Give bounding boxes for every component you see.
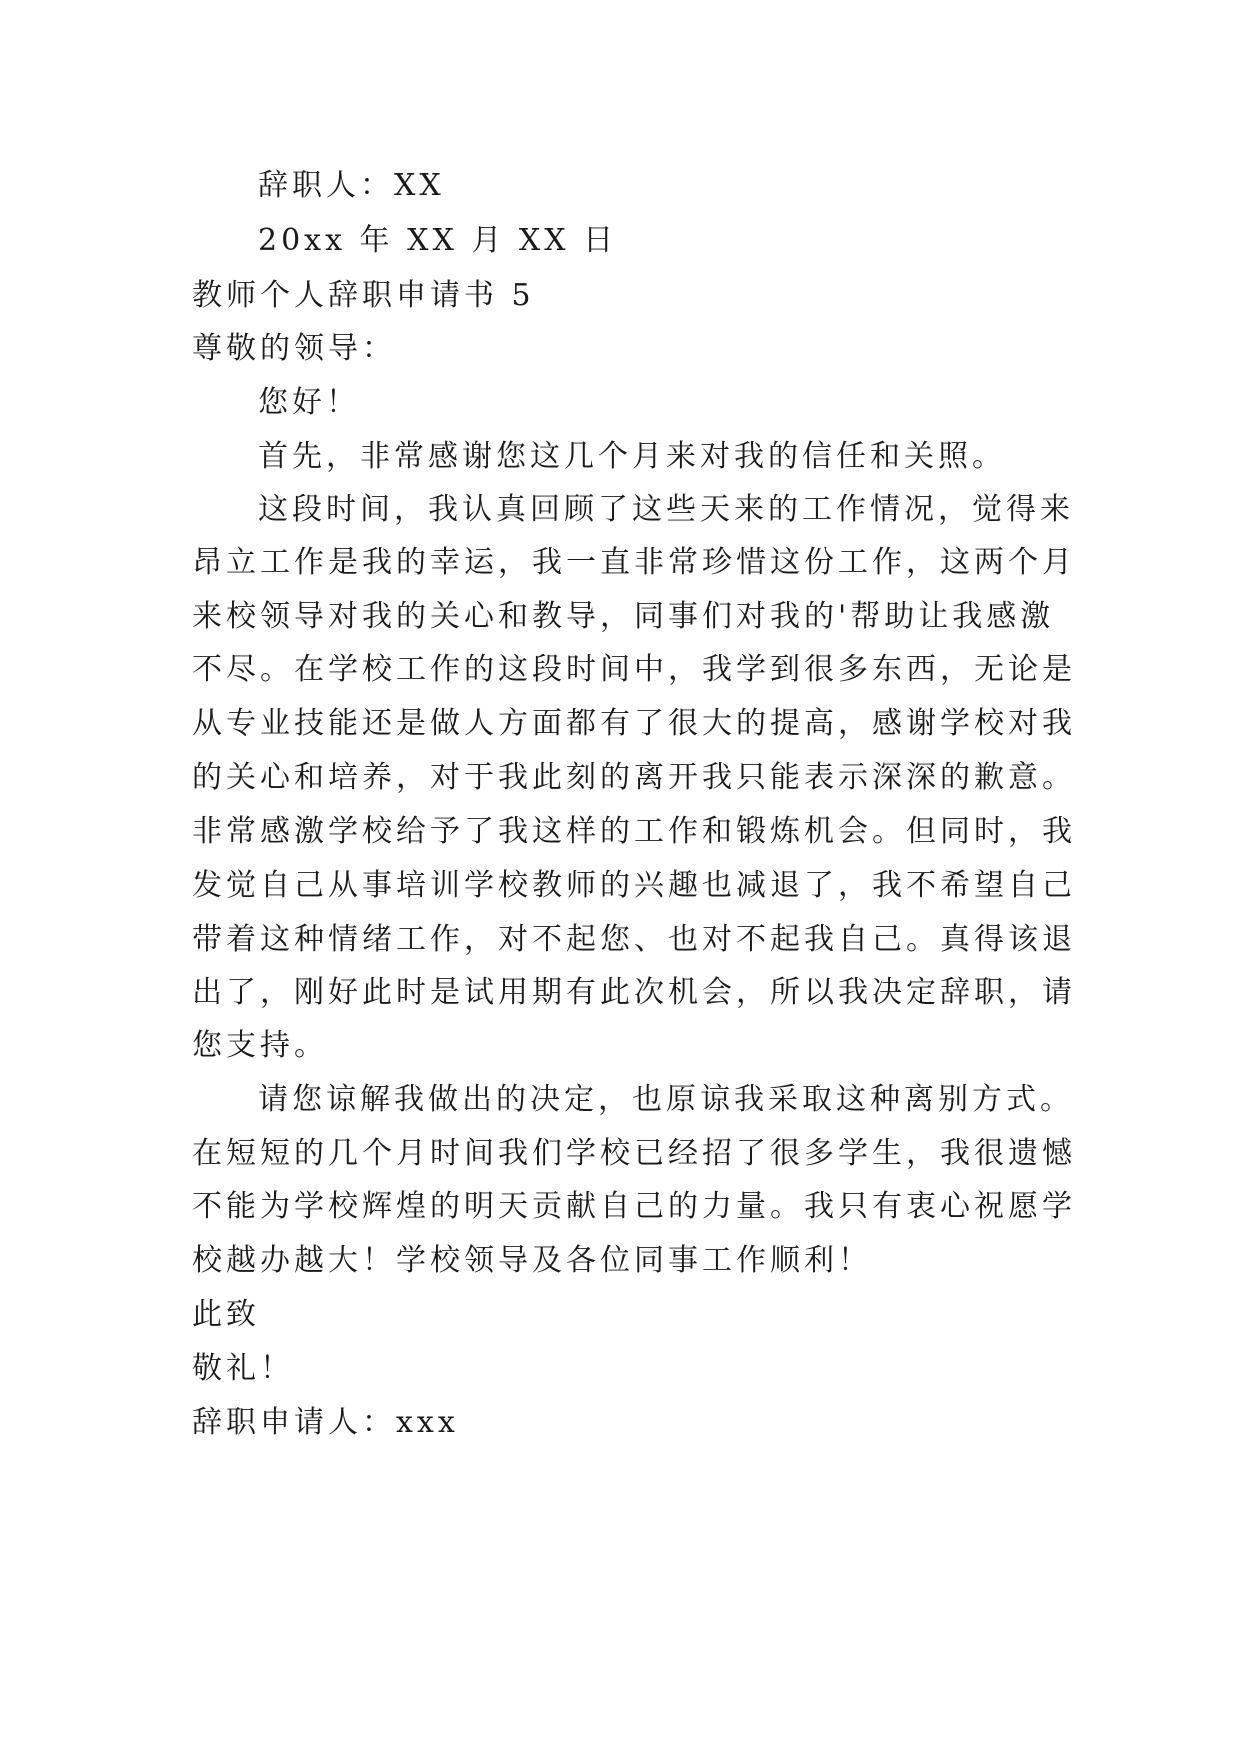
- closing-line-1: 此致: [192, 1297, 260, 1332]
- paragraph-2-line: 不尽。在学校工作的这段时间中，我学到很多东西，无论是: [192, 652, 1076, 687]
- paragraph-2-line: 来校领导对我的关心和教导，同事们对我的'帮助让我感激: [192, 599, 1055, 634]
- paragraph-2-line: 从专业技能还是做人方面都有了很大的提高，感谢学校对我: [192, 706, 1076, 741]
- paragraph-2-line: 的关心和培养，对于我此刻的离开我只能表示深深的歉意。: [192, 760, 1076, 795]
- salutation: 尊敬的领导：: [192, 331, 396, 366]
- greeting: 您好！: [258, 385, 360, 420]
- signer-line-top: 辞职人：XX: [258, 168, 445, 203]
- paragraph-2-line: 这段时间，我认真回顾了这些天来的工作情况，觉得来: [258, 492, 1074, 527]
- paragraph-2-line: 您支持。: [192, 1028, 328, 1063]
- paragraph-2-line: 非常感激学校给予了我这样的工作和锻炼机会。但同时，我: [192, 814, 1076, 849]
- paragraph-2-line: 发觉自己从事培训学校教师的兴趣也减退了，我不希望自己: [192, 868, 1076, 903]
- paragraph-3-line: 校越办越大！学校领导及各位同事工作顺利！: [192, 1243, 872, 1278]
- document-title: 教师个人辞职申请书 5: [192, 278, 535, 313]
- paragraph-2-line: 出了，刚好此时是试用期有此次机会，所以我决定辞职，请: [192, 975, 1076, 1010]
- paragraph-2-line: 带着这种情绪工作，对不起您、也对不起我自己。真得该退: [192, 922, 1076, 957]
- date-line-top: 20xx 年 XX 月 XX 日: [258, 223, 618, 258]
- paragraph-3-line: 不能为学校辉煌的明天贡献自己的力量。我只有衷心祝愿学: [192, 1189, 1076, 1224]
- signer-line-bottom: 辞职申请人：xxx: [192, 1405, 459, 1440]
- paragraph-3-line: 在短短的几个月时间我们学校已经招了很多学生，我很遗憾: [192, 1136, 1076, 1171]
- paragraph-1: 首先，非常感谢您这几个月来对我的信任和关照。: [258, 439, 1006, 474]
- paragraph-2-line: 昂立工作是我的幸运，我一直非常珍惜这份工作，这两个月: [192, 545, 1076, 580]
- closing-line-2: 敬礼！: [192, 1351, 294, 1386]
- paragraph-3-line: 请您谅解我做出的决定，也原谅我采取这种离别方式。: [258, 1082, 1074, 1117]
